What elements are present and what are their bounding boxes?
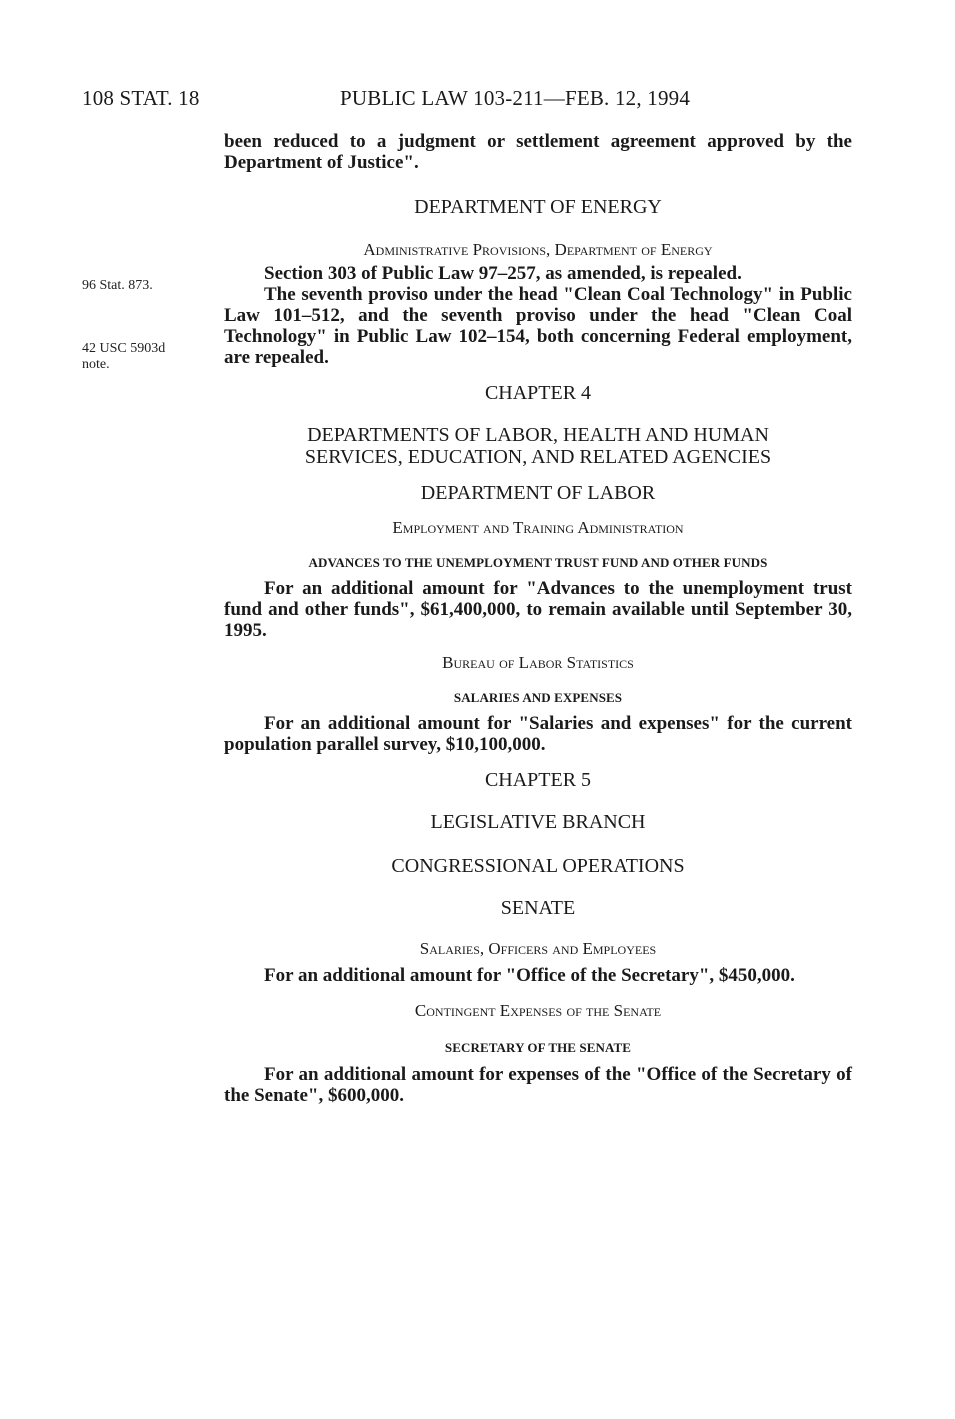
heading-department-of-labor: DEPARTMENT OF LABOR: [420, 482, 656, 504]
subheading-employment-training: Employment and Training Administration: [392, 518, 684, 537]
subheading-administrative-provisions: Administrative Provisions, Department of Energy: [363, 240, 713, 259]
margin-note-usc: 42 USC 5903d: [82, 341, 166, 356]
paragraph-salaries-expenses: For an additional amount for "Salaries and expenses" for the current population parallel survey, $10,100,000.: [224, 713, 852, 755]
margin-note-stat: 96 Stat. 873.: [82, 278, 153, 293]
paragraph-advances: For an additional amount for "Advances to the unemployment trust fund and other funds", $61,400,000, to remain available until September 30, 1995.: [224, 578, 852, 641]
subheading-secretary-of-senate: SECRETARY OF THE SENATE: [444, 1040, 632, 1055]
subheading-bureau-labor-statistics: Bureau of Labor Statistics: [442, 653, 634, 672]
subheading-advances-trust-fund: ADVANCES TO THE UNEMPLOYMENT TRUST FUND AND OTHER FUNDS: [308, 555, 768, 570]
law-citation: PUBLIC LAW 103-211—FEB. 12, 1994: [340, 86, 691, 110]
heading-chapter-4: CHAPTER 4: [484, 382, 592, 404]
heading-labor-hhs-line-2: SERVICES, EDUCATION, AND RELATED AGENCIES: [304, 446, 772, 468]
subheading-contingent-expenses: Contingent Expenses of the Senate: [414, 1001, 662, 1020]
subheading-salaries-officers-employees: Salaries, Officers and Employees: [419, 939, 657, 958]
heading-chapter-5: CHAPTER 5: [484, 769, 592, 791]
paragraph-office-of-secretary: For an additional amount for "Office of the Secretary", $450,000.: [264, 965, 795, 986]
heading-legislative-branch: LEGISLATIVE BRANCH: [430, 811, 646, 833]
continuation-paragraph: been reduced to a judgment or settlement agreement approved by the Department of Justice".: [224, 131, 852, 173]
heading-labor-hhs-line-1: DEPARTMENTS OF LABOR, HEALTH AND HUMAN: [307, 424, 769, 446]
document-body: [224, 131, 852, 1106]
subheading-salaries-expenses: SALARIES AND EXPENSES: [453, 690, 623, 705]
paragraph-section-303: Section 303 of Public Law 97–257, as amended, is repealed.: [264, 263, 742, 284]
heading-department-of-energy: DEPARTMENT OF ENERGY: [414, 196, 662, 218]
paragraph-secretary-of-senate: For an additional amount for expenses of the "Office of the Secretary of the Senate", $600,000.: [224, 1064, 852, 1106]
heading-congressional-operations: CONGRESSIONAL OPERATIONS: [391, 855, 685, 877]
margin-note-usc-note: note.: [82, 357, 110, 372]
paragraph-clean-coal-proviso: The seventh proviso under the head "Clean Coal Technology" in Public Law 101–512, and the seventh proviso under the head "Clean Coal Technology" in Public Law 102–154, both concerning Federal employment, are repealed.: [224, 284, 852, 368]
heading-senate: SENATE: [500, 897, 576, 919]
page-number: 108 STAT. 18: [82, 86, 200, 110]
